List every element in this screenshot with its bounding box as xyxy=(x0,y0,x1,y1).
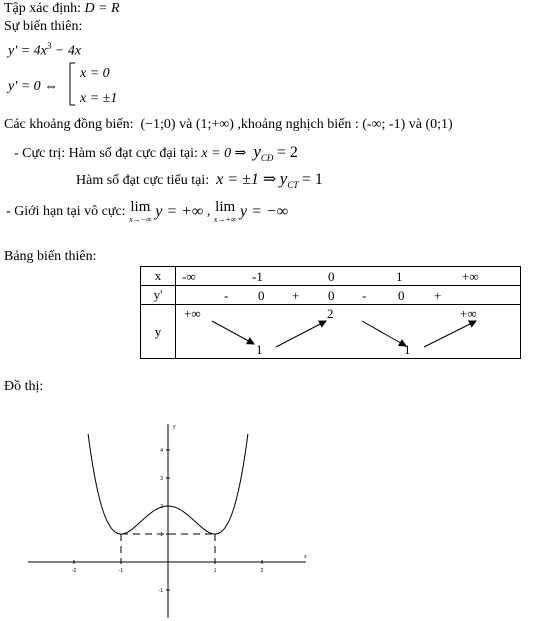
x-value: 0 xyxy=(328,269,335,284)
lim-comma: , xyxy=(206,204,211,219)
derivative-rhs: − 4x xyxy=(51,43,82,59)
derivative-lhs: y' = 4x xyxy=(8,43,47,59)
increasing-label: Các khoảng đồng biến: xyxy=(4,117,134,132)
row-head-x: x xyxy=(141,267,176,286)
variation-table-title: Bảng biến thiên: xyxy=(4,249,97,264)
increasing-interval-2: (1;+∞) xyxy=(195,117,234,132)
x-tick-label: 2 xyxy=(260,568,264,574)
x-tick-label: -2 xyxy=(71,568,77,574)
minimum-value: = 1 xyxy=(301,171,323,188)
zero-lhs: y' = 0 ⇔ xyxy=(8,79,59,94)
maximum-y: y xyxy=(253,142,261,161)
variation-heading: Sự biến thiên: xyxy=(4,19,83,34)
increasing-interval-1: (−1;0) xyxy=(140,117,176,132)
dy-value: - xyxy=(224,288,229,303)
and-word: và xyxy=(179,117,193,132)
minimum-x: x = ±1 ⇒ xyxy=(216,171,277,188)
case-x-zero: x = 0 xyxy=(80,66,110,81)
decreasing-label: ,khoảng nghịch biến : xyxy=(237,117,359,132)
graph-title: Đồ thị: xyxy=(4,379,44,394)
x-value: -1 xyxy=(252,269,263,284)
y-tick-label: -1 xyxy=(158,588,163,594)
dy-value: 0 xyxy=(258,288,265,303)
y-tick-label: 4 xyxy=(160,448,163,454)
derivative-exponent: 3 xyxy=(46,41,52,51)
y-axis-label: y xyxy=(173,424,176,430)
x-value: 1 xyxy=(396,269,403,284)
domain-math: D = R xyxy=(84,1,120,16)
maximum-label: - Cực trị: Hàm số đạt cực đại tại: xyxy=(14,146,198,161)
maximum-x: x = 0 ⇒ xyxy=(201,146,247,161)
domain-label: Tập xác định: xyxy=(4,1,81,16)
x-tick-label: -1 xyxy=(118,568,124,574)
x-axis-label: x xyxy=(304,554,307,560)
y-value: 1 xyxy=(256,342,263,357)
y-value: +∞ xyxy=(460,306,477,321)
y-value: +∞ xyxy=(184,306,201,321)
x-value: -∞ xyxy=(182,269,196,284)
maximum-subscript: CĐ xyxy=(260,152,274,163)
lim-word-1: lim xyxy=(130,199,151,215)
lim-expr-1: y = +∞ xyxy=(155,203,204,220)
decreasing-interval-2: (0;1) xyxy=(425,117,453,132)
y-tick-label: 2 xyxy=(160,504,163,510)
maximum-value: = 2 xyxy=(276,144,298,161)
row-head-y: y xyxy=(141,305,176,359)
decreasing-interval-1: (-∞; -1) xyxy=(362,117,406,132)
dy-value: - xyxy=(362,288,367,303)
x-value: +∞ xyxy=(462,269,479,284)
lim-sub-2: x→+∞ xyxy=(213,215,237,224)
y-value: 1 xyxy=(404,342,411,357)
lim-word-2: lim xyxy=(215,199,236,215)
dy-value: + xyxy=(434,288,442,303)
x-tick-label: 1 xyxy=(213,568,217,574)
minimum-label: Hàm số đạt cực tiểu tại: xyxy=(76,173,210,188)
dy-value: 0 xyxy=(398,288,405,303)
dy-value: 0 xyxy=(328,288,335,303)
lim-sub-1: x→−∞ xyxy=(129,215,152,224)
y-tick-label: 3 xyxy=(160,476,163,482)
minimum-y: y xyxy=(279,169,288,188)
minimum-subscript: CT xyxy=(287,179,299,190)
limits-label: - Giới hạn tại vô cực: xyxy=(6,204,126,219)
and-word-2: và xyxy=(408,117,422,132)
y-value: 2 xyxy=(327,306,334,321)
case-x-pm-one: x = ±1 xyxy=(80,91,118,106)
dy-value: + xyxy=(292,288,300,303)
y-tick-label: 1 xyxy=(160,532,163,538)
lim-expr-2: y = −∞ xyxy=(240,203,289,220)
row-head-dy: y' xyxy=(141,286,176,305)
